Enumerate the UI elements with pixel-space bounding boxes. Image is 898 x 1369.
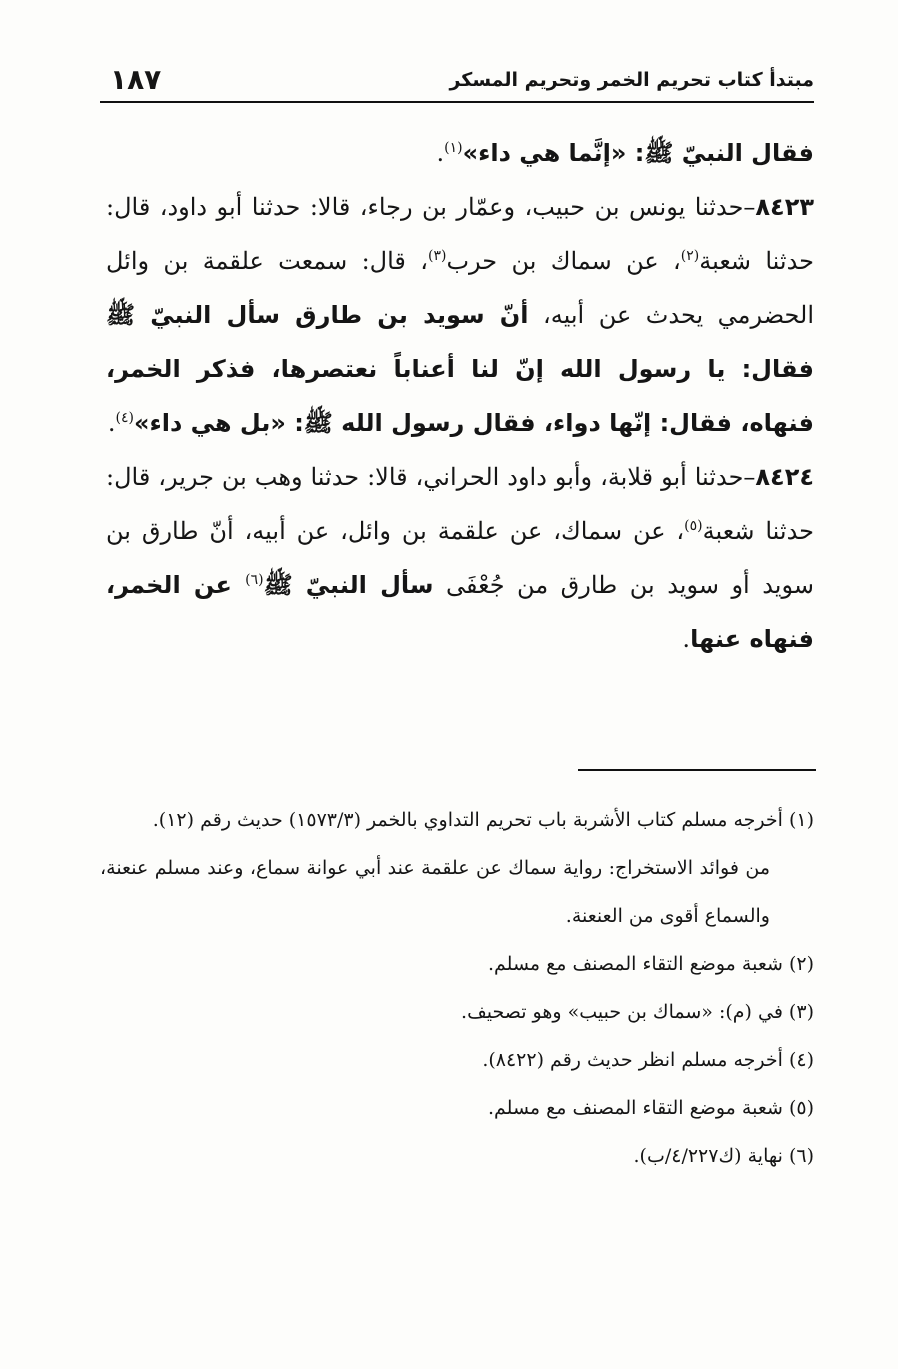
opening-line-end: . — [436, 139, 445, 167]
hadith-end: . — [107, 409, 116, 437]
footnotes — [100, 796, 814, 1180]
footnote-ref-4: (٤) — [115, 410, 134, 426]
hadith-number: ٨٤٢٤ — [755, 463, 814, 491]
hadith-8423 — [106, 180, 814, 450]
page-number: ١٨٧ — [110, 63, 162, 96]
main-text — [106, 126, 814, 666]
footnote-divider — [578, 769, 816, 771]
hadith-8424 — [106, 450, 814, 666]
hadith-text: ، عن سماك، عن علقمة بن وائل، عن أبيه، أنّ طارق بن سويد أو سويد بن طارق من جُعْفَى — [106, 517, 814, 599]
footnote-6: (٦) نهاية (ك٤/٢٢٧/ب). — [633, 1145, 814, 1167]
footnote-ref-2: (٢) — [680, 248, 700, 264]
footnote-1: (١) أخرجه مسلم كتاب الأشربة باب تحريم التداوي بالخمر (١٥٧٣/٣) حديث رقم (١٢). — [152, 809, 814, 831]
hadith-number: ٨٤٢٣ — [755, 193, 814, 221]
footnote-3: (٣) في (م): «سماك بن حبيب» وهو تصحيف. — [461, 1001, 814, 1023]
running-title: مبتدأ كتاب تحريم الخمر وتحريم المسكر — [449, 69, 814, 91]
hadith-matn: سأل النبيّ ﷺ — [263, 571, 434, 599]
opening-line-text: فقال النبيّ ﷺ: «إنَّما هي داء» — [462, 139, 814, 167]
footnote-ref-5: (٥) — [684, 518, 703, 534]
footnote-ref-6: (٦) — [245, 572, 264, 588]
hadith-matn: أنّ سويد بن طارق سأل النبيّ ﷺ فقال: يا رسول الله إنّ لنا أعناباً نعتصرها، فذكر الخمر، فنهاه، فقال: إنّها دواء، فقال رسول الله ﷺ: «بل هي داء» — [106, 301, 814, 437]
hadith-end: . — [682, 625, 691, 653]
hadith-matn: عن الخمر، فنهاه عنها — [106, 571, 814, 653]
footnote-ref-1: (١) — [444, 140, 463, 156]
footnote-4: (٤) أخرجه مسلم انظر حديث رقم (٨٤٢٢). — [482, 1049, 814, 1071]
footnote-5: (٥) شعبة موضع التقاء المصنف مع مسلم. — [488, 1097, 814, 1119]
footnote-1-note: من فوائد الاستخراج: رواية سماك عن علقمة عند أبي عوانة سماع، وعند مسلم عنعنة، والسماع أقوى من العنعنة. — [100, 857, 770, 927]
hadith-text: –حدثنا أبو قلابة، وأبو داود الحراني، قالا: حدثنا وهب بن جرير، قال: حدثنا شعبة — [106, 463, 814, 545]
hadith-text: ، عن سماك بن حرب — [446, 247, 681, 275]
footnote-2: (٢) شعبة موضع التقاء المصنف مع مسلم. — [488, 953, 814, 975]
footnote-ref-3: (٣) — [427, 248, 447, 264]
hadith-text: –حدثنا يونس بن حبيب، وعمّار بن رجاء، قالا: حدثنا أبو داود، قال: حدثنا شعبة — [106, 193, 814, 275]
hadith-text: ، قال: سمعت علقمة بن وائل الحضرمي يحدث عن أبيه، — [106, 247, 814, 329]
page-header — [100, 63, 814, 103]
opening-line — [106, 126, 814, 180]
header-divider — [100, 101, 814, 103]
